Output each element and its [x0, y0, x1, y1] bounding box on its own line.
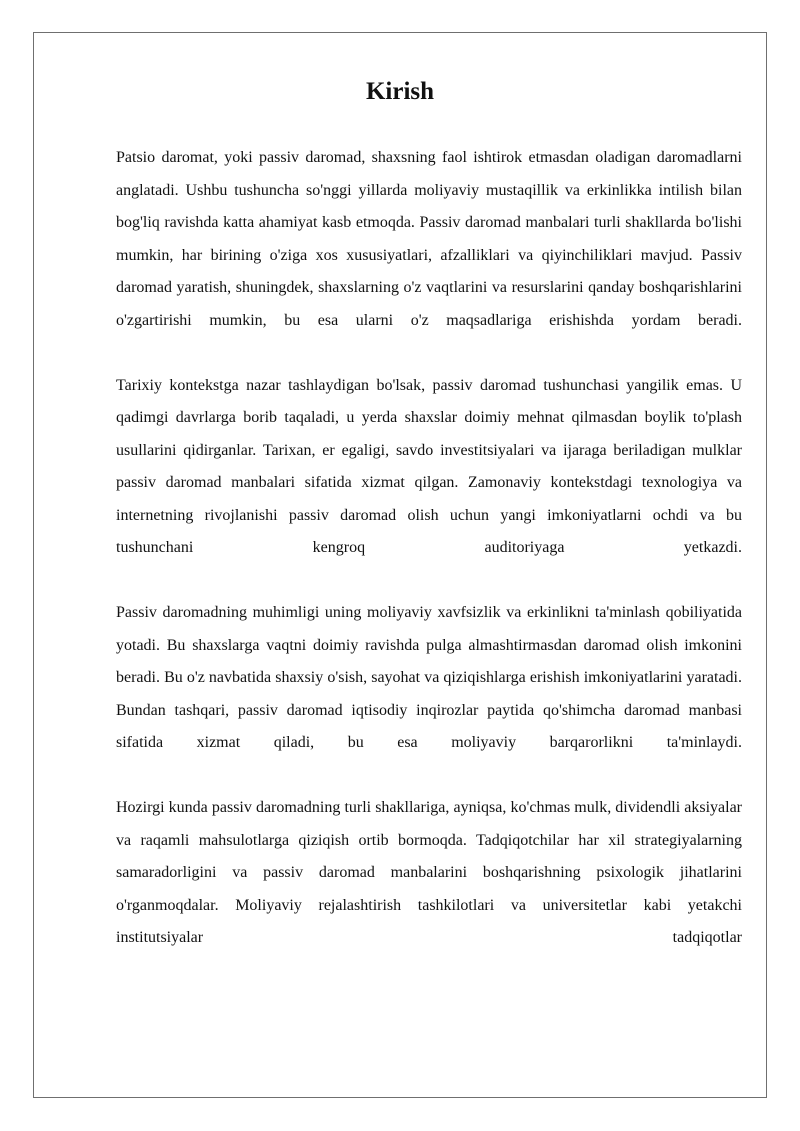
- paragraph: Passiv daromadning muhimligi uning moliyaviy xavfsizlik va erkinlikni ta'minlash qobiliyatida yotadi. Bu shaxslarga vaqtni doimiy ravishda pulga almashtirmasdan daromad olish imkonini beradi. Bu o'z navbatida shaxsiy o'sish, sayohat va qiziqishlarga erishish imkoniyatlarini yaratadi. Bundan tashqari, passiv daromad iqtisodiy inqirozlar paytida qo'shimcha daromad manbasi sifatida xizmat qiladi, bu esa moliyaviy barqarorlikni ta'minlaydi.: [116, 604, 742, 751]
- paragraph: Patsio daromat, yoki passiv daromad, shaxsning faol ishtirok etmasdan oladigan daromadlarni anglatadi. Ushbu tushuncha so'nggi yillarda moliyaviy mustaqillik va erkinlikka intilish bilan bog'liq ravishda katta ahamiyat kasb etmoqda. Passiv daromad manbalari turli shakllarda bo'lishi mumkin, har birining o'ziga xos xususiyatlari, afzalliklari va qiyinchiliklari mavjud. Passiv daromad yaratish, shuningdek, shaxslarning o'z vaqtlarini va resurslarini qanday boshqarishlarini o'zgartirishi mumkin, bu esa ularni o'z maqsadlariga erishishda yordam beradi.: [116, 149, 742, 329]
- page-title: Kirish: [365, 78, 435, 105]
- document-body: [116, 142, 742, 987]
- paragraph: Tarixiy kontekstga nazar tashlaydigan bo'lsak, passiv daromad tushunchasi yangilik emas. U qadimgi davrlarga borib taqaladi, u yerda shaxslar doimiy mehnat qilmasdan boylik to'plash usullarini qidirganlar. Tarixan, er egaligi, savdo investitsiyalari va ijaraga beriladigan mulklar passiv daromad manbalari sifatida xizmat qilgan. Zamonaviy kontekstdagi texnologiya va internetning rivojlanishi passiv daromad olish uchun yangi imkoniyatlarni ochdi va bu tushunchani kengroq auditoriyaga yetkazdi.: [116, 376, 742, 556]
- paragraph: Hozirgi kunda passiv daromadning turli shakllariga, ayniqsa, ko'chmas mulk, dividendli aksiyalar va raqamli mahsulotlarga qiziqish ortib bormoqda. Tadqiqotchilar har xil strategiyalarning samaradorligini va passiv daromad manbalarini boshqarishning psixologik jihatlarini o'rganmoqdalar. Moliyaviy rejalashtirish tashkilotlari va universitetlar kabi yetakchi institutsiyalar tadqiqotlar: [116, 799, 742, 946]
